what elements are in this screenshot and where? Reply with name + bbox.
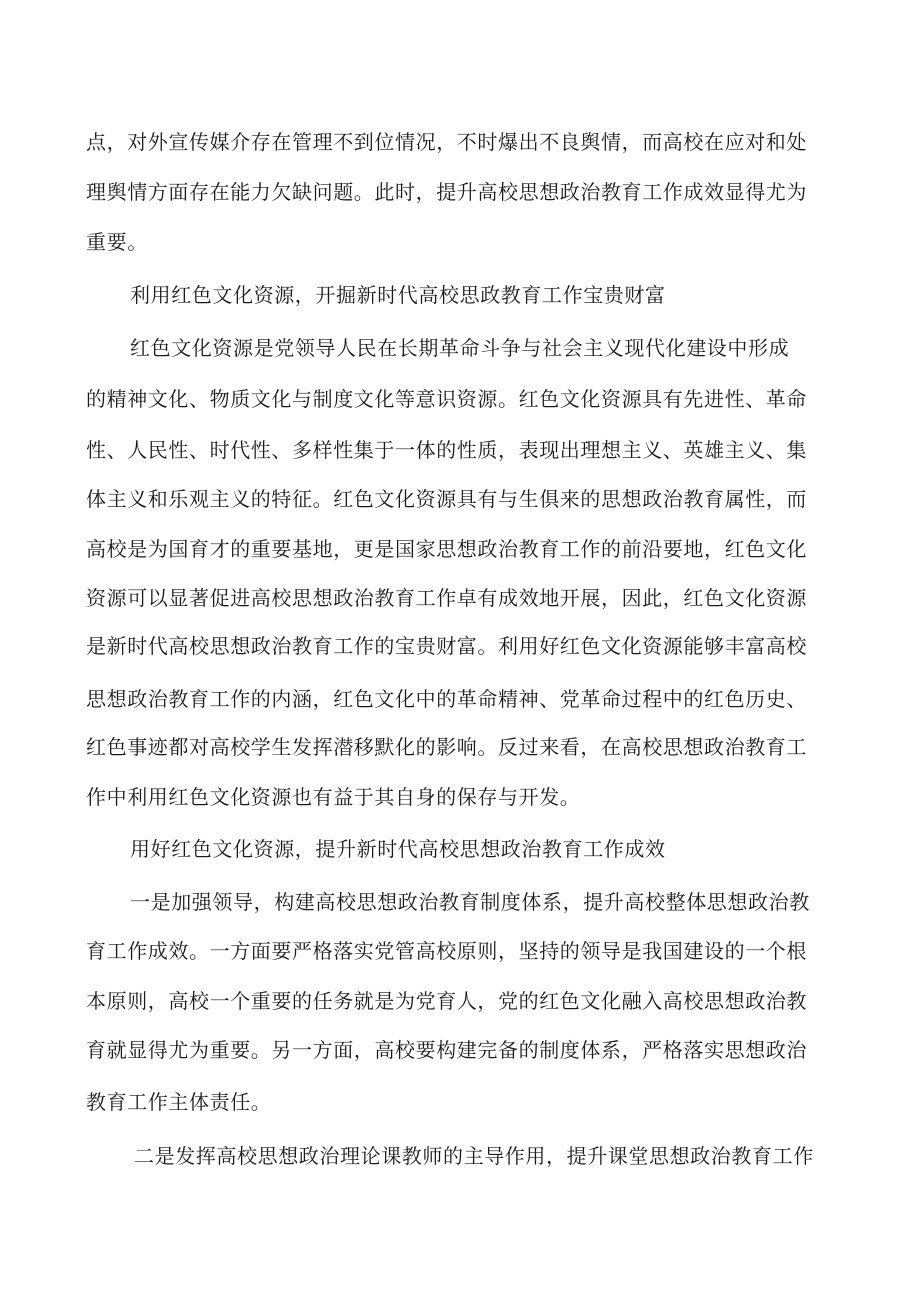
text-line: 点，对外宣传媒介存在管理不到位情况，不时爆出不良舆情，而高校在应对和处 (86, 130, 807, 154)
text-line: 体主义和乐观主义的特征。红色文化资源具有与生俱来的思想政治教育属性，而 (86, 487, 807, 511)
text-line: 是新时代高校思想政治教育工作的宝贵财富。利用好红色文化资源能够丰富高校 (86, 634, 807, 658)
text-line: 重要。 (86, 230, 148, 254)
text-line: 高校是为国育才的重要基地，更是国家思想政治教育工作的前沿要地，红色文化 (86, 537, 807, 561)
text-line: 资源可以显著促进高校思想政治教育工作卓有成效地开展，因此，红色文化资源 (86, 586, 807, 610)
text-line: 红色事迹都对高校学生发挥潜移默化的影响。反过来看，在高校思想政治教育工 (86, 735, 807, 759)
text-line: 一是加强领导，构建高校思想政治教育制度体系，提升高校整体思想政治教 (130, 890, 810, 914)
text-line: 红色文化资源是党领导人民在长期革命斗争与社会主义现代化建设中形成 (130, 336, 790, 360)
section-heading: 用好红色文化资源，提升新时代高校思想政治教育工作成效 (130, 837, 666, 861)
text-line: 育工作成效。一方面要严格落实党管高校原则，坚持的领导是我国建设的一个根 (86, 939, 807, 963)
text-line: 教育工作主体责任。 (86, 1090, 272, 1114)
text-line: 作中利用红色文化资源也有益于其自身的保存与开发。 (86, 785, 581, 809)
text-line: 性、人民性、时代性、多样性集于一体的性质，表现出理想主义、英雄主义、集 (86, 438, 807, 462)
text-line: 育就显得尤为重要。另一方面，高校要构建完备的制度体系，严格落实思想政治 (86, 1038, 807, 1062)
text-line: 二是发挥高校思想政治理论课教师的主导作用，提升课堂思想政治教育工作 (134, 1144, 814, 1168)
text-line: 的精神文化、物质文化与制度文化等意识资源。红色文化资源具有先进性、革命 (86, 387, 807, 411)
text-line: 本原则，高校一个重要的任务就是为党育人，党的红色文化融入高校思想政治教 (86, 989, 807, 1013)
text-line: 理舆情方面存在能力欠缺问题。此时，提升高校思想政治教育工作成效显得尤为 (86, 180, 807, 204)
text-line: 思想政治教育工作的内涵，红色文化中的革命精神、党革命过程中的红色历史、 (86, 687, 807, 711)
section-heading: 利用红色文化资源，开掘新时代高校思政教育工作宝贵财富 (130, 283, 666, 307)
